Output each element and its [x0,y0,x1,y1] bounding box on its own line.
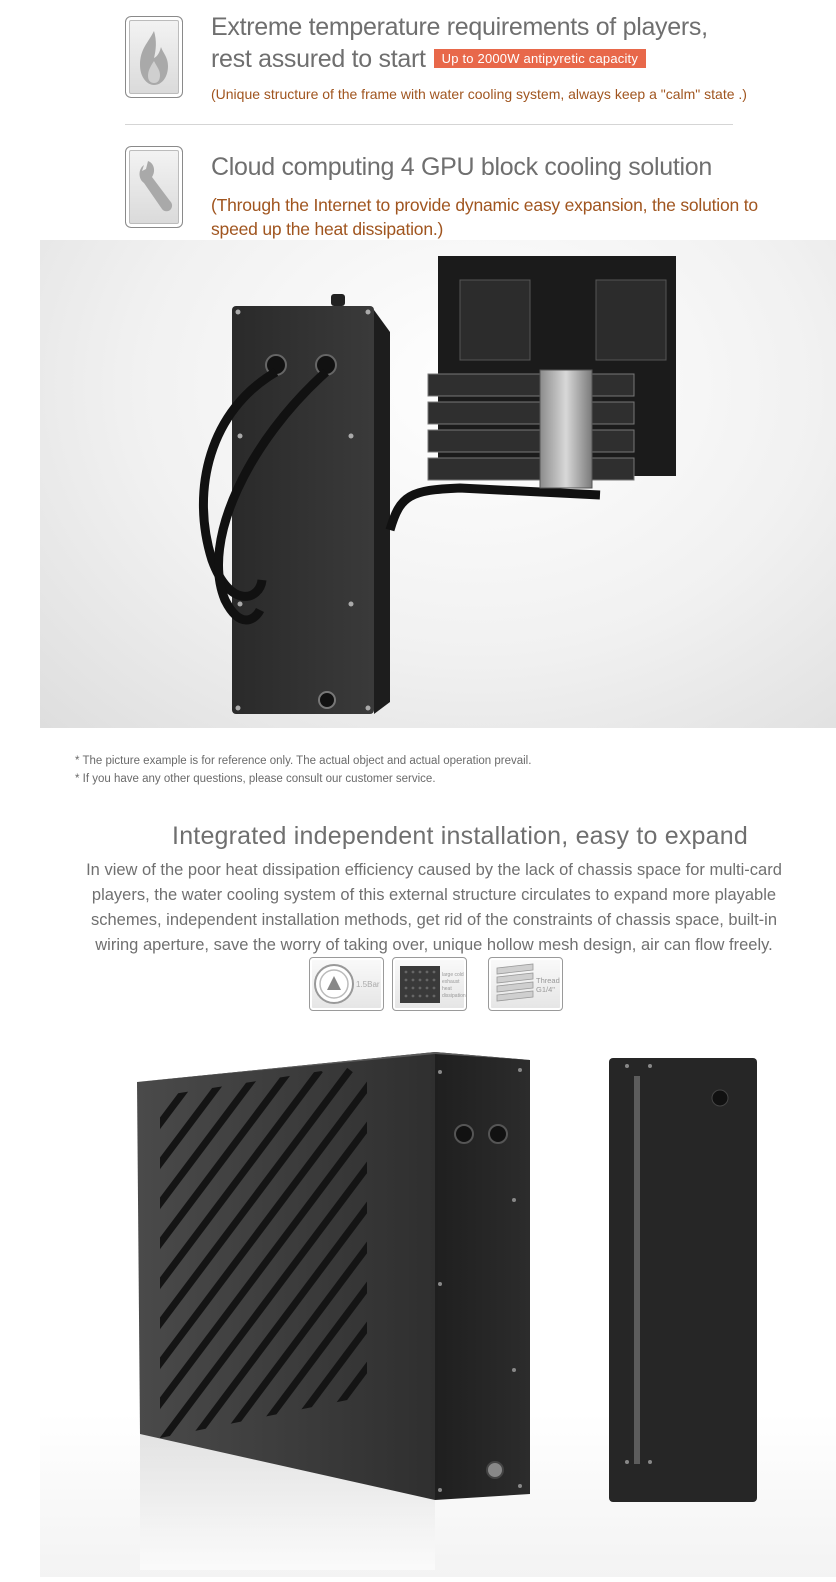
thumbnail-thread [488,957,563,1011]
unit-back-view [609,1058,757,1502]
gpu-water-block [540,370,592,488]
feature2-subtitle [211,193,758,241]
feature2-subtitle-line1: (Through the Internet to provide dynamic easy expansion, the solution to [211,195,758,215]
cooling-unit-with-gpus-illustration [40,240,836,728]
inlet-fitting [455,1125,473,1143]
product-photo-with-gpu-setup [40,240,836,728]
feature1-title [211,11,708,75]
feature2-title: Cloud computing 4 GPU block cooling solution [211,153,712,181]
thumbnail-thread-label: Thread G1/4" [536,976,560,994]
feature1-title-line2-text: rest assured to start [211,45,426,73]
outlet-fitting [489,1125,507,1143]
feature-wrench-icon-frame [125,146,183,228]
capacity-badge: Up to 2000W antipyretic capacity [434,49,646,68]
feature2-subtitle-line2: speed up the heat dissipation.) [211,219,444,239]
disclaimer-notes [75,752,531,788]
top-port [331,294,345,306]
reservoir-window [634,1076,640,1464]
cpu-cooler-left [460,280,530,360]
disclaimer-line-1: * The picture example is for reference only. The actual object and actual operation prevail. [75,755,532,767]
coolant-tube-3 [390,488,600,530]
section-title: Integrated independent installation, easy to expand [172,822,748,850]
flame-icon [126,17,182,97]
feature-flame-icon-frame [125,16,183,98]
cooling-unit-views-illustration [40,1030,836,1577]
thumbnail-pressure [309,957,384,1011]
thumbnail-pressure-label: 1.5Bar [356,980,380,989]
wrench-icon [126,147,182,227]
thumbnail-mesh-label: large cold exhaust heat dissipation [442,972,466,999]
drain-plug [319,692,335,708]
feature1-subtitle: (Unique structure of the frame with water cooling system, always keep a "calm" state .) [211,86,747,102]
feature1-title-line1: Extreme temperature requirements of players, [211,13,708,41]
unit-side-panel [435,1052,530,1500]
section-divider [125,124,733,125]
product-photo-front-and-side [40,1030,836,1577]
disclaimer-line-2: * If you have any other questions, please consult our customer service. [75,773,436,785]
cooling-unit-side [374,310,390,714]
thumbnail-mesh [392,957,467,1011]
cpu-cooler-right [596,280,666,360]
drain-plug [487,1462,503,1478]
section-body: In view of the poor heat dissipation efficiency caused by the lack of chassis space for multi-card players, the water cooling system of this external structure circulates to expand more playable schemes, independent installation methods, get rid of the constraints of chassis space, built-in wiring aperture, save the worry of taking over, unique hollow mesh design, air can flow freely. [86,861,782,954]
feature1-title-line2 [211,43,708,75]
brand-badge [712,1090,728,1106]
cooling-unit-body [232,306,374,714]
